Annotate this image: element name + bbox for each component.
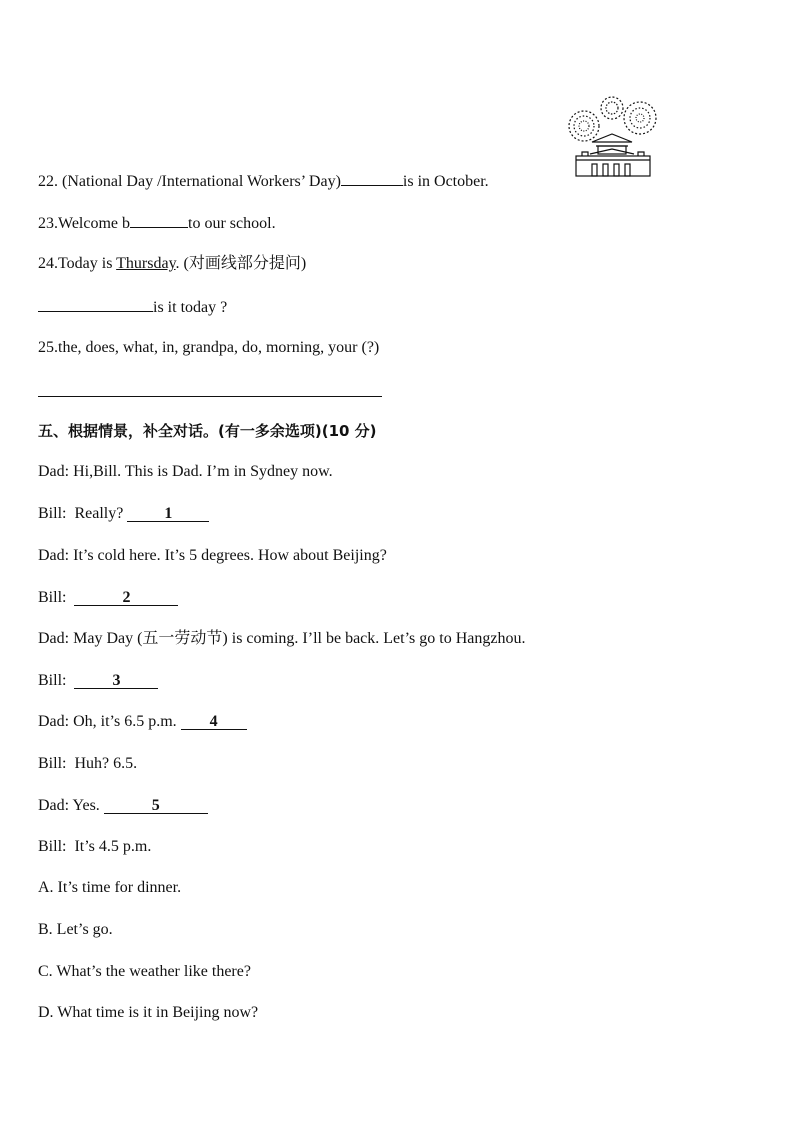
dialogue-line: [38, 588, 178, 608]
dialogue-line: [38, 837, 151, 857]
dialogue-text: It’s cold here. It’s 5 degrees. How about Beijing?: [73, 547, 387, 564]
dialogue-line: [38, 796, 208, 816]
speaker: Bill:: [38, 672, 67, 689]
section-score: (10 分): [321, 422, 377, 440]
dialogue-text: Oh, it’s 6.5 p.m.: [73, 713, 177, 730]
answer-blank[interactable]: [38, 296, 153, 312]
option-text: A. It’s time for dinner.: [38, 879, 182, 896]
question-24-answer-line: [38, 296, 227, 318]
dialogue-line: [38, 504, 209, 524]
question-text: is in October.: [402, 173, 489, 190]
dialogue-text: Yes.: [72, 797, 100, 814]
answer-blank[interactable]: [341, 170, 403, 186]
blank-number: 2: [122, 589, 131, 606]
option-d: [38, 1003, 258, 1023]
question-22: [38, 170, 489, 192]
speaker: Bill:: [38, 838, 67, 855]
dialogue-line: [38, 462, 333, 482]
blank-number: 5: [151, 797, 160, 814]
speaker: Dad:: [38, 630, 70, 647]
question-number: 24.: [38, 255, 58, 272]
blank-number: 1: [164, 505, 173, 522]
question-25: [38, 338, 379, 358]
speaker: Bill:: [38, 589, 67, 606]
question-text-rest: to our school.: [188, 215, 276, 232]
speaker: Dad:: [38, 797, 70, 814]
question-number: 25.: [38, 339, 58, 356]
speaker: Dad:: [38, 547, 70, 564]
dialogue-line: [38, 712, 247, 732]
dialogue-text: Really?: [74, 505, 124, 522]
section-heading-text: 五、根据情景，补全对话。(有一多余选项): [38, 422, 322, 440]
question-options: (National Day /International Workers’ Day): [62, 173, 341, 190]
dialogue-line: [38, 546, 387, 566]
answer-blank[interactable]: [127, 506, 209, 522]
dialogue-text: May Day (五一劳动节) is coming. I’ll be back. Let’s go to Hangzhou.: [73, 630, 526, 647]
question-24: [38, 254, 306, 274]
dialogue-line: [38, 754, 137, 774]
dialogue-line: [38, 629, 525, 649]
answer-blank[interactable]: [74, 590, 178, 606]
question-instruction: . (对画线部分提问): [175, 255, 307, 272]
option-text: B. Let’s go.: [38, 921, 113, 938]
question-number: 23.: [38, 215, 58, 232]
section-heading: [38, 421, 377, 441]
answer-blank[interactable]: [104, 798, 208, 814]
question-23: [38, 212, 276, 234]
tiananmen-fireworks-icon: [562, 94, 662, 180]
blank-number: 4: [209, 713, 218, 730]
question-words: the, does, what, in, grandpa, do, morning, your (?): [58, 339, 380, 356]
dialogue-line: [38, 671, 158, 691]
option-text: C. What’s the weather like there?: [38, 963, 251, 980]
answer-blank[interactable]: [181, 714, 247, 730]
dialogue-text: It’s 4.5 p.m.: [74, 838, 152, 855]
question-text: Today is: [58, 255, 117, 272]
speaker: Dad:: [38, 463, 70, 480]
underlined-word: Thursday: [116, 255, 176, 272]
option-c: [38, 962, 251, 982]
dialogue-text: Hi,Bill. This is Dad. I’m in Sydney now.: [73, 463, 333, 480]
dialogue-text: Huh? 6.5.: [74, 755, 138, 772]
option-b: [38, 920, 113, 940]
option-text: D. What time is it in Beijing now?: [38, 1004, 259, 1021]
option-a: [38, 878, 181, 898]
question-text: Welcome b: [58, 215, 131, 232]
question-number: 22.: [38, 173, 58, 190]
answer-line[interactable]: [38, 396, 382, 397]
speaker: Bill:: [38, 755, 67, 772]
speaker: Dad:: [38, 713, 70, 730]
speaker: Bill:: [38, 505, 67, 522]
blank-number: 3: [112, 672, 121, 689]
answer-blank[interactable]: [130, 212, 188, 228]
question-text: is it today ?: [153, 299, 228, 316]
answer-blank[interactable]: [74, 673, 158, 689]
